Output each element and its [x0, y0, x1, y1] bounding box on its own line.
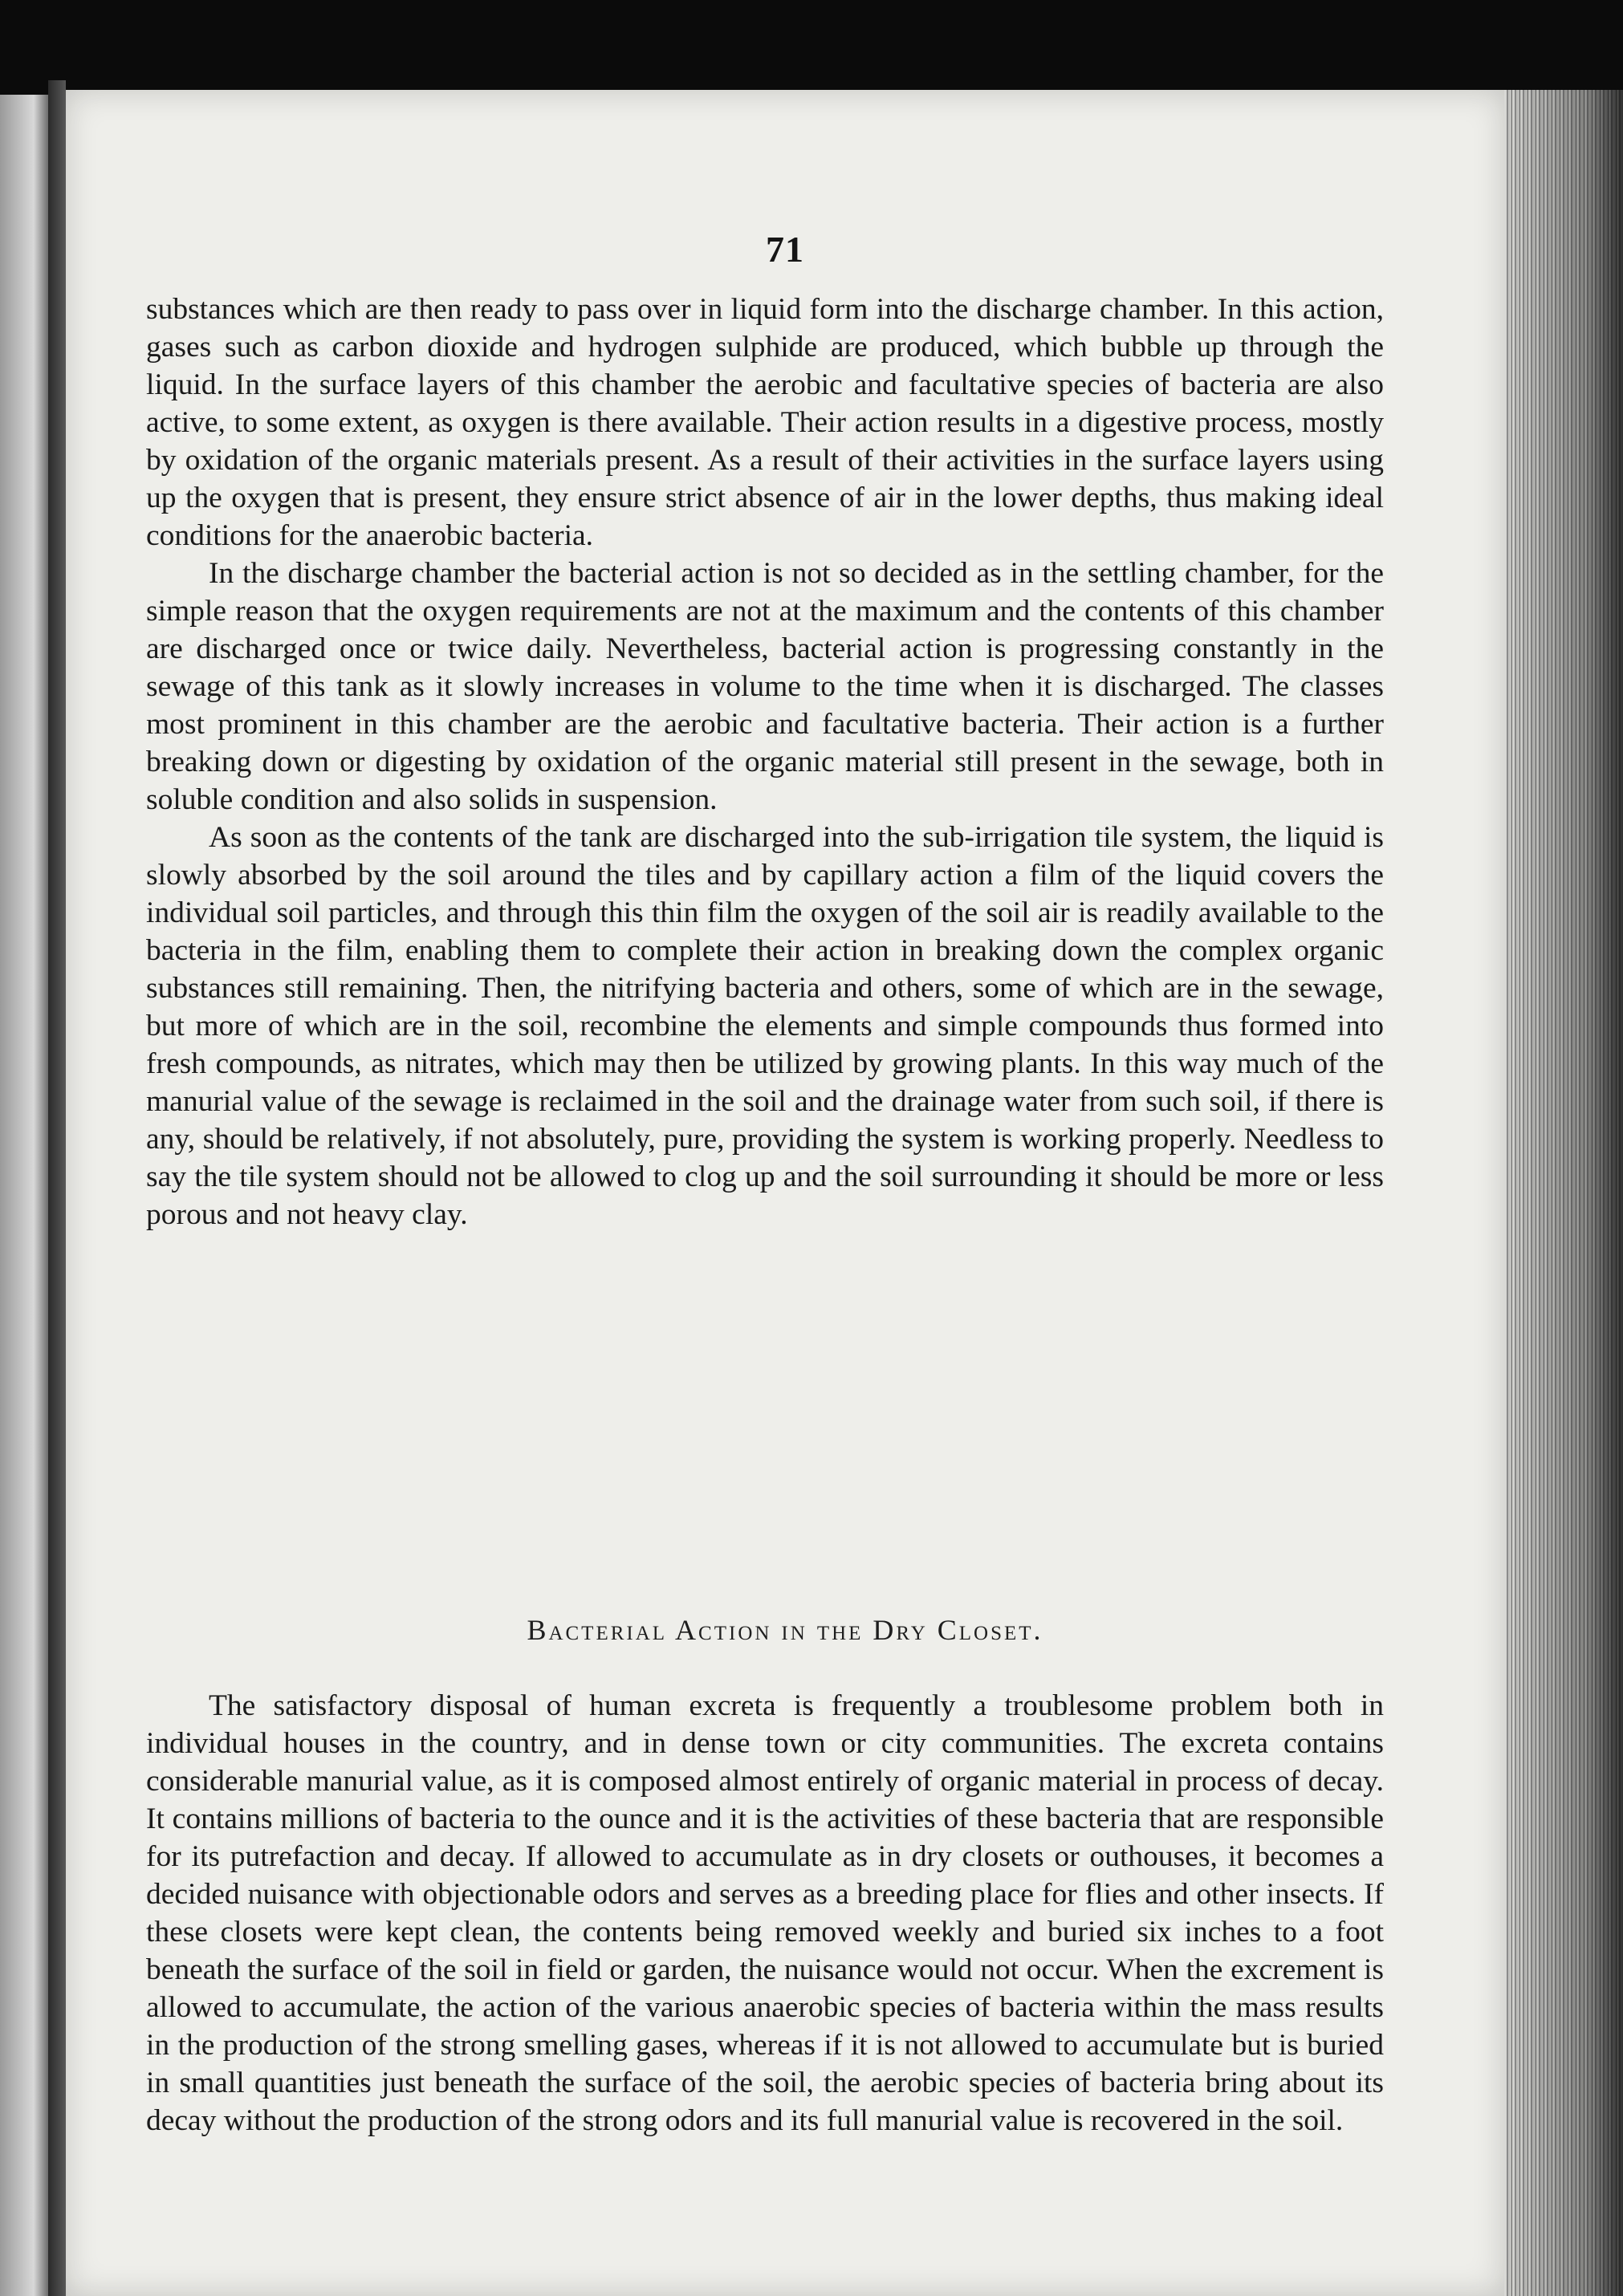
paragraph: In the discharge chamber the bacterial action is not so decided as in the settling chamber, for the simple reason that the oxygen requirements are not at the maximum and the contents of this chamber are discharged once or twice daily. Nevertheless, bacterial action is progressing constantly in the sewage of this tank as it slowly increases in volume to the time when it is discharged. The classes most prominent in this chamber are the aerobic and facultative bacteria. Their action is a further breaking down or digesting by oxidation of the organic material still present in the sewage, both in soluble condition and also solids in suspension. — [146, 557, 1384, 816]
paragraph: The satisfactory disposal of human excreta is frequently a troublesome problem both in individual houses in the country, and in dense town or city communities. The excreta contains considerable manurial value, as it is composed almost entirely of organic material in process of decay. It contains millions of bacteria to the ounce and it is the activities of these bacteria that are responsible for its putrefaction and decay. If allowed to accumulate as in dry closets or outhouses, it becomes a decided nuisance with objectionable odors and serves as a breeding place for flies and other insects. If these closets were kept clean, the contents being removed weekly and buried six inches to a foot beneath the surface of the soil in field or garden, the nuisance would not occur. When the excrement is allowed to accumulate, the action of the various anaerobic species of bacteria within the mass results in the production of the strong smelling gases, whereas if it is not allowed to accumulate but is buried in small quantities just beneath the surface of the soil, the aerobic species of bacteria bring about its decay without the production of the strong odors and its full manurial value is recovered in the soil. — [146, 1689, 1384, 2137]
previous-page-edge — [0, 95, 48, 2296]
book-gutter — [48, 80, 66, 2296]
paragraph: As soon as the contents of the tank are discharged into the sub-irrigation tile system, the liquid is slowly absorbed by the soil around the tiles and by capillary action a film of the liquid covers the individual soil particles, and through this thin film the oxygen of the soil air is readily available to the bacteria in the film, enabling them to complete their action in breaking down the complex organic substances still remaining. Then, the nitrifying bacteria and others, some of which are in the sewage, but more of which are in the soil, recombine the elements and simple compounds thus formed into fresh compounds, as nitrates, which may then be utilized by growing plants. In this way much of the manurial value of the sewage is reclaimed in the soil and the drainage water from such soil, if there is any, should be relatively, if not absolutely, pure, providing the system is working properly. Needless to say the tile system should not be allowed to clog up and the soil surrounding it should be more or less porous and not heavy clay. — [146, 821, 1384, 1231]
page-number: 71 — [766, 229, 804, 270]
paragraph: substances which are then ready to pass over in liquid form into the discharge chamber. In this action, gases such as carbon dioxide and hydrogen sulphide are produced, which bubble up through the liquid. In the surface layers of this chamber the aerobic and facultative species of bacteria are also active, to some extent, as oxygen is there available. Their action results in a digestive process, mostly by oxidation of the organic materials present. As a result of their activities in the surface layers using up the oxygen that is present, they ensure strict absence of air in the lower depths, thus making ideal conditions for the anaerobic bacteria. — [146, 293, 1384, 552]
page-stack-shadow — [1504, 90, 1623, 2296]
body-text-bottom — [146, 1687, 1384, 2140]
body-text-top — [146, 291, 1384, 1233]
section-heading: Bacterial Action in the Dry Closet. — [527, 1614, 1043, 1646]
book-page — [66, 90, 1504, 2296]
